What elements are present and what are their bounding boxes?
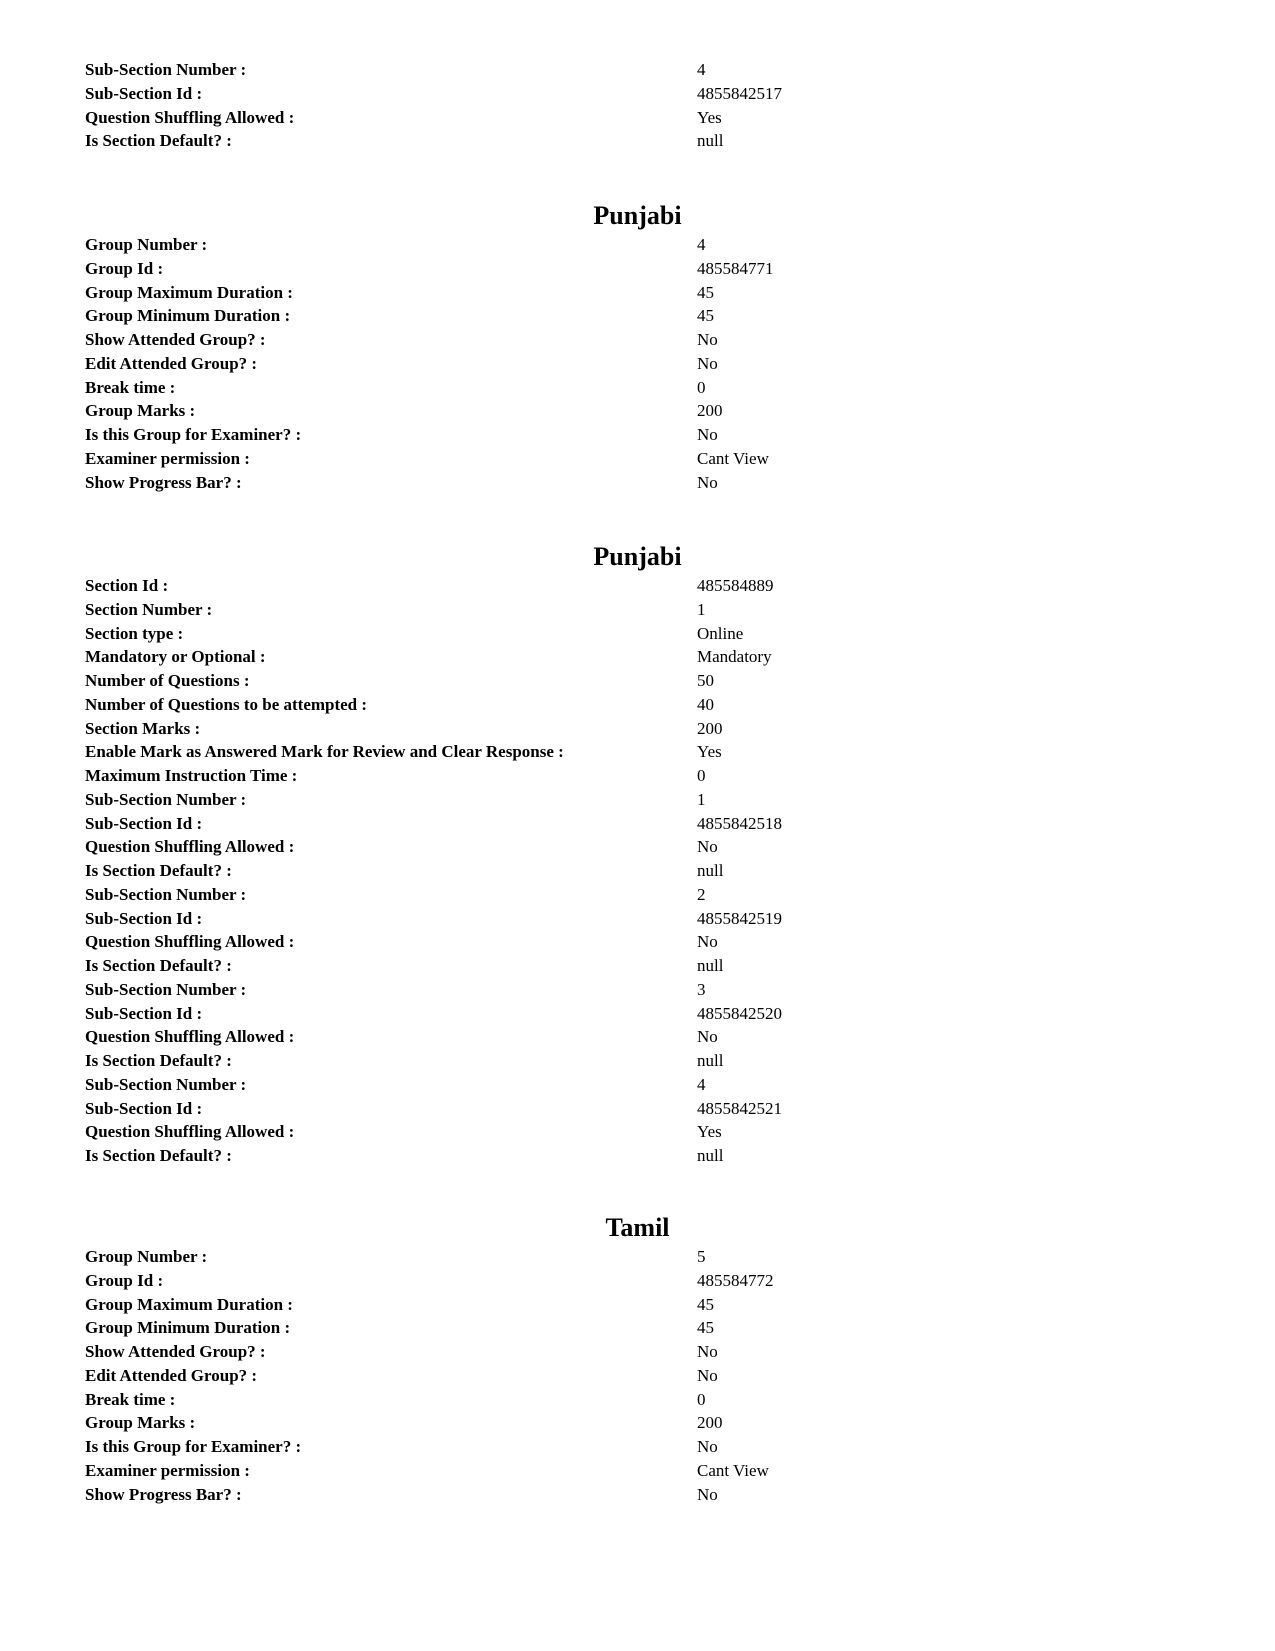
field-value: No <box>697 1027 718 1047</box>
section-heading: Punjabi <box>593 542 682 571</box>
field-label: Sub-Section Number : <box>85 789 247 809</box>
field-label: Show Progress Bar? : <box>85 472 242 492</box>
field-row <box>0 1364 1275 1388</box>
field-value: 485584771 <box>697 258 774 278</box>
field-label: Is Section Default? : <box>85 1146 232 1165</box>
field-label: Number of Questions to be attempted : <box>85 694 368 714</box>
field-label: Show Attended Group? : <box>85 1342 266 1361</box>
field-row <box>0 1269 1275 1293</box>
field-row <box>0 978 1275 1002</box>
field-value: 0 <box>697 377 706 397</box>
field-value: 2 <box>697 884 706 904</box>
field-label: Examiner permission : <box>85 448 250 468</box>
field-label: Sub-Section Id : <box>85 1098 203 1118</box>
field-row <box>0 622 1275 646</box>
field-value: 4855842518 <box>697 813 782 833</box>
field-row <box>0 1073 1275 1097</box>
field-value: 0 <box>697 766 706 785</box>
field-row <box>0 1097 1275 1121</box>
field-label: Section Marks : <box>85 718 201 738</box>
field-label: Is Section Default? : <box>85 1051 232 1070</box>
field-row <box>0 1245 1275 1269</box>
field-label: Question Shuffling Allowed : <box>85 1027 295 1047</box>
field-value: 485584772 <box>697 1270 774 1290</box>
field-row <box>0 58 1275 82</box>
field-row <box>0 859 1275 883</box>
field-value: No <box>697 1484 718 1504</box>
field-row <box>0 471 1275 495</box>
field-label: Edit Attended Group? : <box>85 1365 258 1385</box>
field-row <box>0 574 1275 598</box>
field-value: 5 <box>697 1247 706 1266</box>
field-label: Break time : <box>85 1389 176 1409</box>
field-label: Is Section Default? : <box>85 861 232 880</box>
field-row <box>0 717 1275 741</box>
field-row <box>0 423 1275 447</box>
field-label: Maximum Instruction Time : <box>85 766 298 785</box>
field-label: Group Minimum Duration : <box>85 1318 291 1338</box>
field-value: Online <box>697 623 744 643</box>
field-value: No <box>697 1342 718 1361</box>
field-label: Group Number : <box>85 1247 208 1266</box>
field-value: null <box>697 956 724 975</box>
field-row <box>0 257 1275 281</box>
field-label: Number of Questions : <box>85 671 250 690</box>
field-row <box>0 1293 1275 1317</box>
field-label: Sub-Section Number : <box>85 979 247 999</box>
field-label: Group Id : <box>85 1270 164 1290</box>
field-row <box>0 304 1275 328</box>
field-value: 485584889 <box>697 576 774 595</box>
field-label: Edit Attended Group? : <box>85 353 258 373</box>
field-value: 4 <box>697 235 706 254</box>
field-value: null <box>697 1051 724 1070</box>
field-value: 4855842517 <box>697 83 782 103</box>
field-value: No <box>697 425 718 444</box>
field-label: Sub-Section Id : <box>85 1003 203 1023</box>
field-value: Cant View <box>697 448 769 468</box>
field-label: Enable Mark as Answered Mark for Review and Clear Response : <box>85 742 564 762</box>
field-row <box>0 812 1275 836</box>
field-row <box>0 835 1275 859</box>
field-row <box>0 764 1275 788</box>
field-value: 4 <box>697 1074 706 1094</box>
field-list <box>0 1245 1275 1506</box>
field-row <box>0 598 1275 622</box>
field-row <box>0 233 1275 257</box>
field-row <box>0 883 1275 907</box>
field-row <box>0 693 1275 717</box>
field-label: Group Marks : <box>85 401 196 421</box>
field-value: 45 <box>697 1318 714 1338</box>
field-row <box>0 352 1275 376</box>
field-label: Question Shuffling Allowed : <box>85 837 295 857</box>
field-label: Break time : <box>85 377 176 397</box>
field-value: No <box>697 472 718 492</box>
field-row <box>0 1002 1275 1026</box>
field-row <box>0 129 1275 153</box>
field-value: No <box>697 837 718 857</box>
field-row <box>0 1340 1275 1364</box>
field-label: Sub-Section Number : <box>85 60 247 79</box>
field-label: Group Maximum Duration : <box>85 1294 293 1314</box>
field-value: Cant View <box>697 1460 769 1480</box>
field-list <box>0 574 1275 1168</box>
field-value: null <box>697 131 724 151</box>
field-row <box>0 907 1275 931</box>
section-heading: Punjabi <box>593 201 682 230</box>
field-label: Mandatory or Optional : <box>85 647 266 667</box>
field-label: Group Minimum Duration : <box>85 306 291 326</box>
field-row <box>0 1049 1275 1073</box>
field-value: 50 <box>697 671 714 690</box>
field-value: No <box>697 1365 718 1385</box>
field-value: null <box>697 861 724 880</box>
field-label: Group Id : <box>85 258 164 278</box>
field-label: Question Shuffling Allowed : <box>85 107 295 127</box>
field-row <box>0 1483 1275 1507</box>
field-row <box>0 1459 1275 1483</box>
field-row <box>0 281 1275 305</box>
field-label: Is Section Default? : <box>85 956 232 975</box>
field-label: Examiner permission : <box>85 1460 250 1480</box>
field-value: 45 <box>697 282 714 302</box>
field-row <box>0 1316 1275 1340</box>
field-value: 4855842519 <box>697 908 782 928</box>
field-row <box>0 1120 1275 1144</box>
field-value: 200 <box>697 1413 723 1433</box>
field-value: 3 <box>697 979 706 999</box>
field-row <box>0 447 1275 471</box>
field-value: Mandatory <box>697 647 772 667</box>
field-row <box>0 1411 1275 1435</box>
field-row <box>0 376 1275 400</box>
field-row <box>0 788 1275 812</box>
field-value: No <box>697 932 718 952</box>
field-label: Group Marks : <box>85 1413 196 1433</box>
field-label: Group Maximum Duration : <box>85 282 293 302</box>
field-row <box>0 954 1275 978</box>
field-label: Show Progress Bar? : <box>85 1484 242 1504</box>
field-row <box>0 1025 1275 1049</box>
field-label: Is this Group for Examiner? : <box>85 425 302 444</box>
field-row <box>0 106 1275 130</box>
field-label: Is Section Default? : <box>85 131 232 151</box>
field-value: 1 <box>697 599 706 619</box>
field-value: No <box>697 330 718 349</box>
field-value: 1 <box>697 789 706 809</box>
field-value: 40 <box>697 694 714 714</box>
field-value: 45 <box>697 1294 714 1314</box>
field-label: Sub-Section Id : <box>85 908 203 928</box>
field-row <box>0 645 1275 669</box>
field-row <box>0 1435 1275 1459</box>
field-label: Show Attended Group? : <box>85 330 266 349</box>
field-row <box>0 82 1275 106</box>
field-row <box>0 328 1275 352</box>
field-value: 45 <box>697 306 714 326</box>
field-label: Question Shuffling Allowed : <box>85 1122 295 1142</box>
field-value: 4855842521 <box>697 1098 782 1118</box>
field-value: 200 <box>697 718 723 738</box>
field-label: Group Number : <box>85 235 208 254</box>
field-value: 200 <box>697 401 723 421</box>
field-value: No <box>697 1437 718 1456</box>
field-label: Section Number : <box>85 599 213 619</box>
field-value: Yes <box>697 1122 722 1142</box>
field-row <box>0 399 1275 423</box>
field-value: 4 <box>697 60 706 79</box>
field-row <box>0 930 1275 954</box>
field-value: 4855842520 <box>697 1003 782 1023</box>
field-label: Section Id : <box>85 576 169 595</box>
field-value: null <box>697 1146 724 1165</box>
field-label: Is this Group for Examiner? : <box>85 1437 302 1456</box>
field-list <box>0 58 1275 153</box>
field-row <box>0 1144 1275 1168</box>
field-label: Sub-Section Id : <box>85 813 203 833</box>
field-value: Yes <box>697 107 722 127</box>
field-label: Question Shuffling Allowed : <box>85 932 295 952</box>
section-heading: Tamil <box>605 1213 670 1242</box>
field-value: Yes <box>697 742 722 762</box>
field-label: Sub-Section Number : <box>85 1074 247 1094</box>
field-label: Sub-Section Number : <box>85 884 247 904</box>
field-label: Section type : <box>85 623 184 643</box>
field-value: 0 <box>697 1389 706 1409</box>
field-value: No <box>697 353 718 373</box>
field-row <box>0 1388 1275 1412</box>
field-row <box>0 669 1275 693</box>
field-row <box>0 740 1275 764</box>
field-list <box>0 233 1275 494</box>
field-label: Sub-Section Id : <box>85 83 203 103</box>
